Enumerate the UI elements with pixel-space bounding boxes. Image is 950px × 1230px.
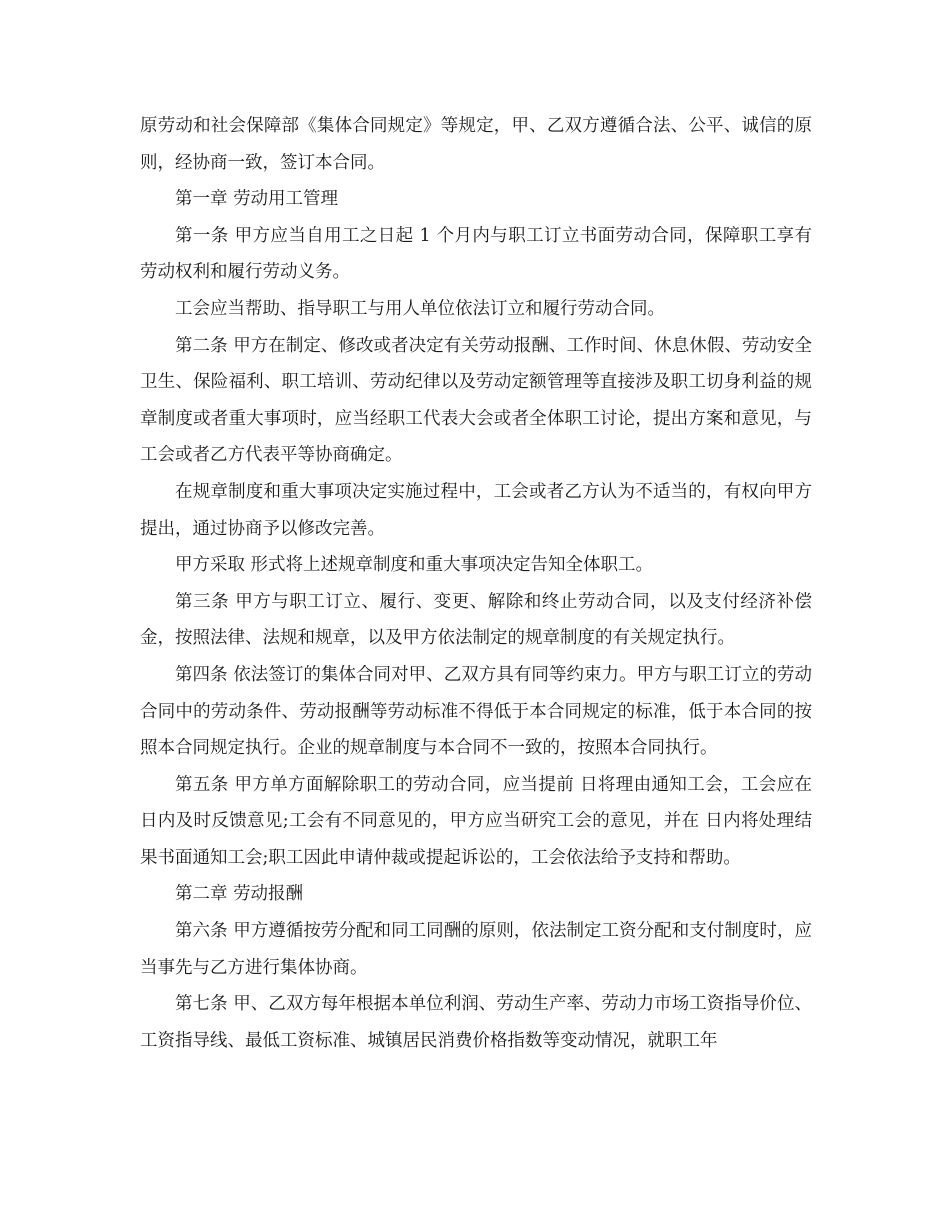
chapter-heading-1: 第一章 劳动用工管理 xyxy=(175,189,339,210)
article-3: 第三条 甲方与职工订立、履行、变更、解除和终止劳动合同，以及支付经济补偿金，按照法律、法规和规章，以及甲方依法制定的规章制度的有关规定执行。 xyxy=(140,591,812,649)
paragraph-notification: 甲方采取 形式将上述规章制度和重大事项决定告知全体职工。 xyxy=(175,555,654,576)
paragraph-union-help: 工会应当帮助、指导职工与用人单位依法订立和履行劳动合同。 xyxy=(175,298,665,319)
chapter-heading-2: 第二章 劳动报酬 xyxy=(175,884,304,905)
article-6: 第六条 甲方遵循按劳分配和同工同酬的原则，依法制定工资分配和支付制度时，应当事先与乙方进行集体协商。 xyxy=(140,921,812,978)
article-1: 第一条 甲方应当自用工之日起 1 个月内与职工订立书面劳动合同，保障职工享有劳动权利和履行劳动义务。 xyxy=(140,225,812,283)
document-body xyxy=(140,108,812,1059)
article-5: 第五条 甲方单方面解除职工的劳动合同，应当提前 日将理由通知工会，工会应在 日内及时反馈意见;工会有不同意见的，甲方应当研究工会的意见，并在 日内将处理结果书面通知工会;职工因此申请仲裁或提起诉讼的，工会依法给予支持和帮助。 xyxy=(140,774,812,868)
paragraph-intro: 原劳动和社会保障部《集体合同规定》等规定，甲、乙双方遵循合法、公平、诚信的原则，经协商一致，签订本合同。 xyxy=(140,116,812,173)
article-4: 第四条 依法签订的集体合同对甲、乙双方具有同等约束力。甲方与职工订立的劳动合同中的劳动条件、劳动报酬等劳动标准不得低于本合同规定的标准，低于本合同的按照本合同规定执行。企业的规章制度与本合同不一致的，按照本合同执行。 xyxy=(140,664,812,759)
paragraph-rules-revision: 在规章制度和重大事项决定实施过程中，工会或者乙方认为不适当的，有权向甲方提出，通过协商予以修改完善。 xyxy=(140,481,812,539)
article-7: 第七条 甲、乙双方每年根据本单位利润、劳动生产率、劳动力市场工资指导价位、工资指导线、最低工资标准、城镇居民消费价格指数等变动情况，就职工年 xyxy=(140,994,812,1051)
article-2: 第二条 甲方在制定、修改或者决定有关劳动报酬、工作时间、休息休假、劳动安全卫生、保险福利、职工培训、劳动纪律以及劳动定额管理等直接涉及职工切身利益的规章制度或者重大事项时，应当经职工代表大会或者全体职工讨论，提出方案和意见，与工会或者乙方代表平等协商确定。 xyxy=(140,335,812,466)
